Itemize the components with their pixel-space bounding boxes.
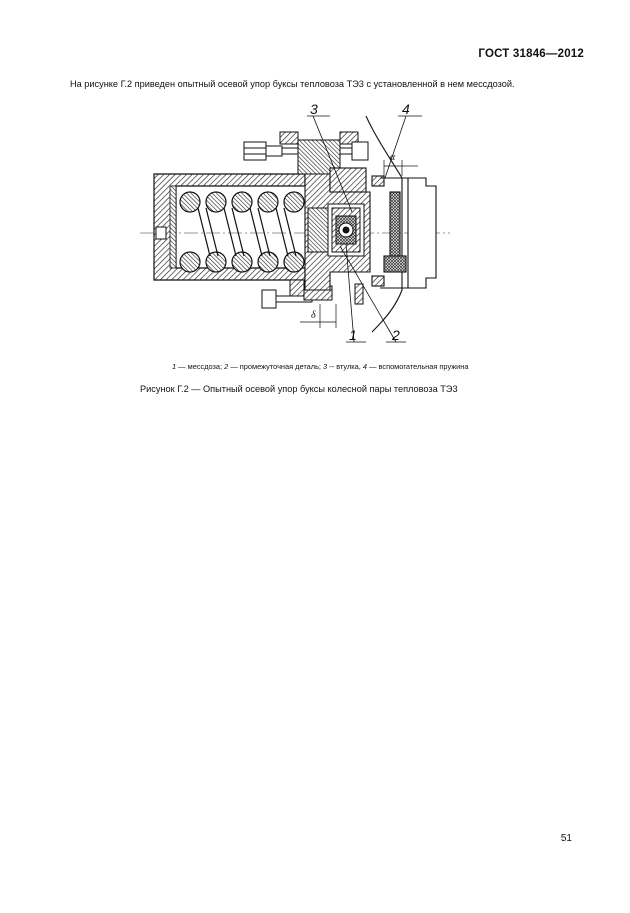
coil-spring xyxy=(180,192,304,272)
callout-4: 4 xyxy=(402,101,410,117)
legend-num-2: 2 xyxy=(224,362,229,371)
delta-label: δ xyxy=(311,310,316,321)
legend-num-4: 4 xyxy=(362,362,368,371)
alpha-label: α xyxy=(390,152,396,163)
legend-num-1: 1 xyxy=(172,362,177,371)
figure-legend xyxy=(172,362,469,371)
callout-1: 1 xyxy=(349,327,357,343)
callout-2: 2 xyxy=(392,327,400,343)
legend-text-4: — вспомогательная пружина xyxy=(367,362,469,371)
intro-paragraph: На рисунке Г.2 приведен опытный осевой упор буксы тепловоза ТЭ3 с установленной в нем мессдозой. xyxy=(70,79,515,89)
axial-stop-drawing xyxy=(140,96,460,356)
hub-contour xyxy=(366,116,436,332)
page-number: 51 xyxy=(560,833,572,844)
dimension-delta xyxy=(300,304,336,328)
spring-housing xyxy=(154,174,305,280)
legend-text-1: — мессдоза; xyxy=(176,362,225,371)
legend-text-2: — промежуточная деталь; xyxy=(228,362,324,371)
auxiliary-spring xyxy=(384,192,406,272)
legend-text-3: -- втулка, xyxy=(327,362,363,371)
load-cell-assembly xyxy=(308,204,364,256)
document-standard-header: ГОСТ 31846—2012 xyxy=(478,48,584,60)
callout-3: 3 xyxy=(310,101,318,117)
figure-caption: Рисунок Г.2 — Опытный осевой упор буксы колесной пары тепловоза ТЭ3 xyxy=(140,384,458,394)
legend-num-3: 3 xyxy=(323,362,328,371)
